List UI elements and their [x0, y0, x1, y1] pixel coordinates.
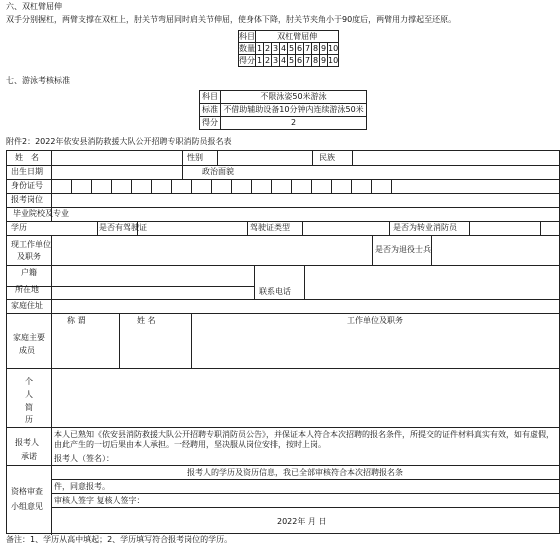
resume-char: 历 [25, 415, 33, 424]
count-cell: 6 [296, 43, 303, 53]
ethnicity-label: 民族 [319, 153, 335, 162]
score-label: 得分 [239, 55, 255, 65]
section7-heading: 七、游泳考核标准 [6, 76, 70, 85]
political-status-label: 政治面貌 [202, 167, 234, 176]
commitment-label-2: 承诺 [21, 452, 37, 461]
work-unit-label: 现工作单位 [11, 240, 51, 249]
education-label: 学历 [11, 223, 27, 232]
work-unit-label-2: 及职务 [17, 252, 41, 261]
subject-label: 科目 [239, 31, 255, 41]
count-cell: 7 [304, 43, 311, 53]
count-cell: 9 [320, 43, 327, 53]
family-label-2: 成员 [19, 346, 35, 355]
school-major-label: 毕业院校及专业 [13, 209, 69, 218]
footnote: 备注：1、学历从高中填起；2、学历填写符合报考岗位的学历。 [6, 535, 233, 544]
section6-description: 双手分别握杠，两臂支撑在双杠上，肘关节弯屈同时肩关节伸屈，使身体下降，肘关节夹角小于90度后，两臂用力撑起至还原。 [6, 15, 457, 24]
score-cell: 9 [320, 55, 327, 65]
review-signature: 审核人签字 复核人签字： [54, 496, 145, 505]
score-cell: 8 [312, 55, 319, 65]
id-number-label: 身份证号 [11, 181, 43, 190]
family-label: 家庭主要 [13, 333, 45, 342]
birth-date-label: 出生日期 [11, 167, 43, 176]
resume-char: 个 [25, 377, 33, 386]
score-cell: 10 [328, 55, 339, 65]
license-type-label: 驾驶证类型 [250, 223, 290, 232]
phone-label: 联系电话 [259, 287, 291, 296]
form-title: 附件2：2022年依安县消防救援大队公开招聘专职消防员报名表 [6, 137, 232, 146]
subject-value: 不限泳姿50米游泳 [221, 91, 367, 104]
standard-value: 不借助辅助设备10分钟内连续游泳50米 [221, 104, 367, 117]
count-cell: 3 [272, 43, 279, 53]
hukou-label: 户籍 [21, 268, 37, 277]
count-cell: 8 [312, 43, 319, 53]
swim-score-table [199, 90, 367, 130]
member-name-header: 姓 名 [137, 316, 156, 325]
commitment-text: 本人已熟知《依安县消防救援大队公开招聘专职消防员公告》，并保证本人符合本次招聘的报名条件，所提交的证件材料真实有效，如有虚假，由此产生的一切后果由本人承担。一经聘用，坚决服从岗位安排，按时上岗。 [54, 430, 554, 449]
commitment-label: 报考人 [15, 438, 39, 447]
is-transferred-label: 是否为转业消防员 [393, 223, 457, 232]
relation-header: 称 谓 [67, 316, 86, 325]
gender-label: 性别 [187, 153, 203, 162]
score-cell: 3 [272, 55, 279, 65]
review-agree: 件，同意报考。 [54, 482, 110, 491]
review-statement: 报考人的学历及资历信息，我已全部审核符合本次招聘报名条 [187, 468, 403, 477]
member-work-header: 工作单位及职务 [347, 316, 403, 325]
section6-heading: 六、双杠臂屈伸 [6, 2, 62, 11]
resume-char: 人 [25, 390, 33, 399]
standard-label: 标准 [200, 104, 221, 117]
review-label: 资格审查 [11, 487, 43, 496]
pull-up-score-table [238, 30, 339, 67]
count-cell: 5 [288, 43, 295, 53]
count-cell: 4 [280, 43, 287, 53]
commitment-signature: 报考人（签名）： [54, 454, 114, 463]
review-date: 2022年 月 日 [277, 517, 327, 526]
count-cell: 2 [264, 43, 271, 53]
position-label: 报考岗位 [11, 195, 43, 204]
score-cell: 2 [264, 55, 271, 65]
review-label-2: 小组意见 [11, 502, 43, 511]
score-cell: 1 [256, 55, 263, 65]
hukou-label-2: 所在地 [15, 285, 39, 294]
subject-label: 科目 [200, 91, 221, 104]
registration-form [6, 150, 560, 534]
score-cell: 4 [280, 55, 287, 65]
count-cell: 1 [256, 43, 263, 53]
subject-value: 双杠臂屈伸 [256, 31, 339, 43]
score-cell: 6 [296, 55, 303, 65]
name-label: 姓 名 [15, 153, 39, 162]
count-label: 数量 [239, 43, 255, 53]
is-veteran-label: 是否为退役士兵 [375, 245, 431, 254]
score-cell: 7 [304, 55, 311, 65]
score-value: 2 [221, 117, 367, 130]
resume-char: 简 [25, 403, 33, 412]
address-label: 家庭住址 [11, 301, 43, 310]
count-cell: 10 [328, 43, 339, 53]
score-label: 得分 [200, 117, 221, 130]
score-cell: 5 [288, 55, 295, 65]
has-license-label: 是否有驾驶证 [99, 223, 147, 232]
